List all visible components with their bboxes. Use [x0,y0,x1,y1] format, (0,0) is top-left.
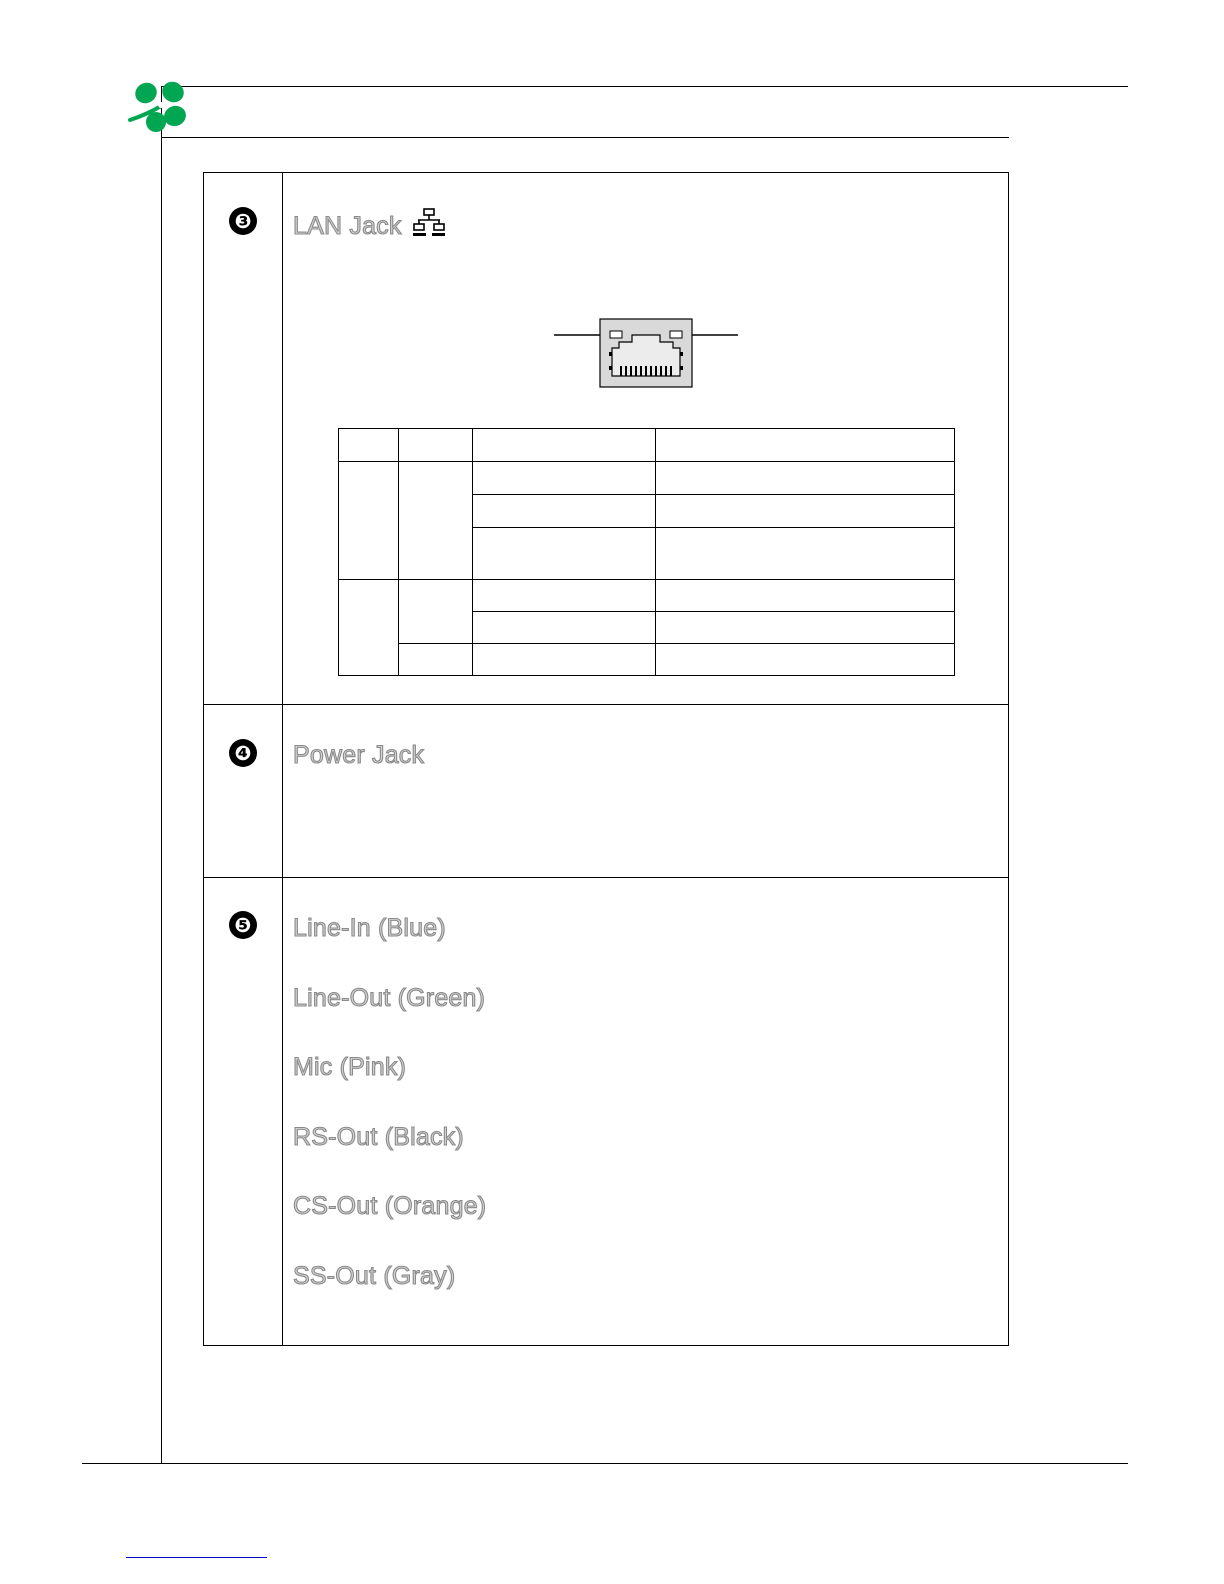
page-left-rule [161,86,162,1464]
table-cell [473,612,656,644]
table-cell [656,580,955,612]
table-cell [473,495,656,528]
power-jack-heading: Power Jack [293,741,425,769]
connector-table-column-divider [282,172,283,1346]
table-cell [473,644,656,676]
lan-port-illustration [552,316,742,392]
table-cell [656,612,955,644]
clover-leaf-logo [126,78,192,134]
footer-rule [82,1463,1128,1464]
table-cell [339,462,399,580]
footer-link-underline [126,1557,267,1558]
table-cell [473,462,656,495]
mic-heading: Mic (Pink) [293,1053,407,1081]
header-underline [162,137,1009,138]
section-number-3: ❸ [229,207,257,235]
table-cell [339,580,399,676]
network-icon [413,208,445,238]
rs-out-heading: RS-Out (Black) [293,1123,464,1151]
table-cell [656,462,955,495]
table-cell [656,644,955,676]
table-cell [473,528,656,580]
table-cell [656,429,955,462]
table-cell [473,580,656,612]
section-number-4: ❹ [229,739,257,767]
ss-out-heading: SS-Out (Gray) [293,1262,456,1290]
connector-table-row-divider [203,704,1009,705]
line-out-heading: Line-Out (Green) [293,984,486,1012]
section-number-5: ❺ [229,911,257,939]
line-in-heading: Line-In (Blue) [293,914,446,942]
table-cell [399,462,473,580]
table-cell [473,429,656,462]
table-row [339,580,955,612]
table-cell [399,580,473,644]
connector-table-row-divider [203,877,1009,878]
table-cell [399,644,473,676]
table-row [339,644,955,676]
lan-led-table [338,428,955,676]
table-cell [399,429,473,462]
header-rule [162,86,1128,87]
table-row [339,462,955,495]
table-cell [656,528,955,580]
table-row [339,429,955,462]
cs-out-heading: CS-Out (Orange) [293,1192,487,1220]
table-cell [656,495,955,528]
lan-jack-heading: LAN Jack [293,212,402,240]
table-cell [339,429,399,462]
